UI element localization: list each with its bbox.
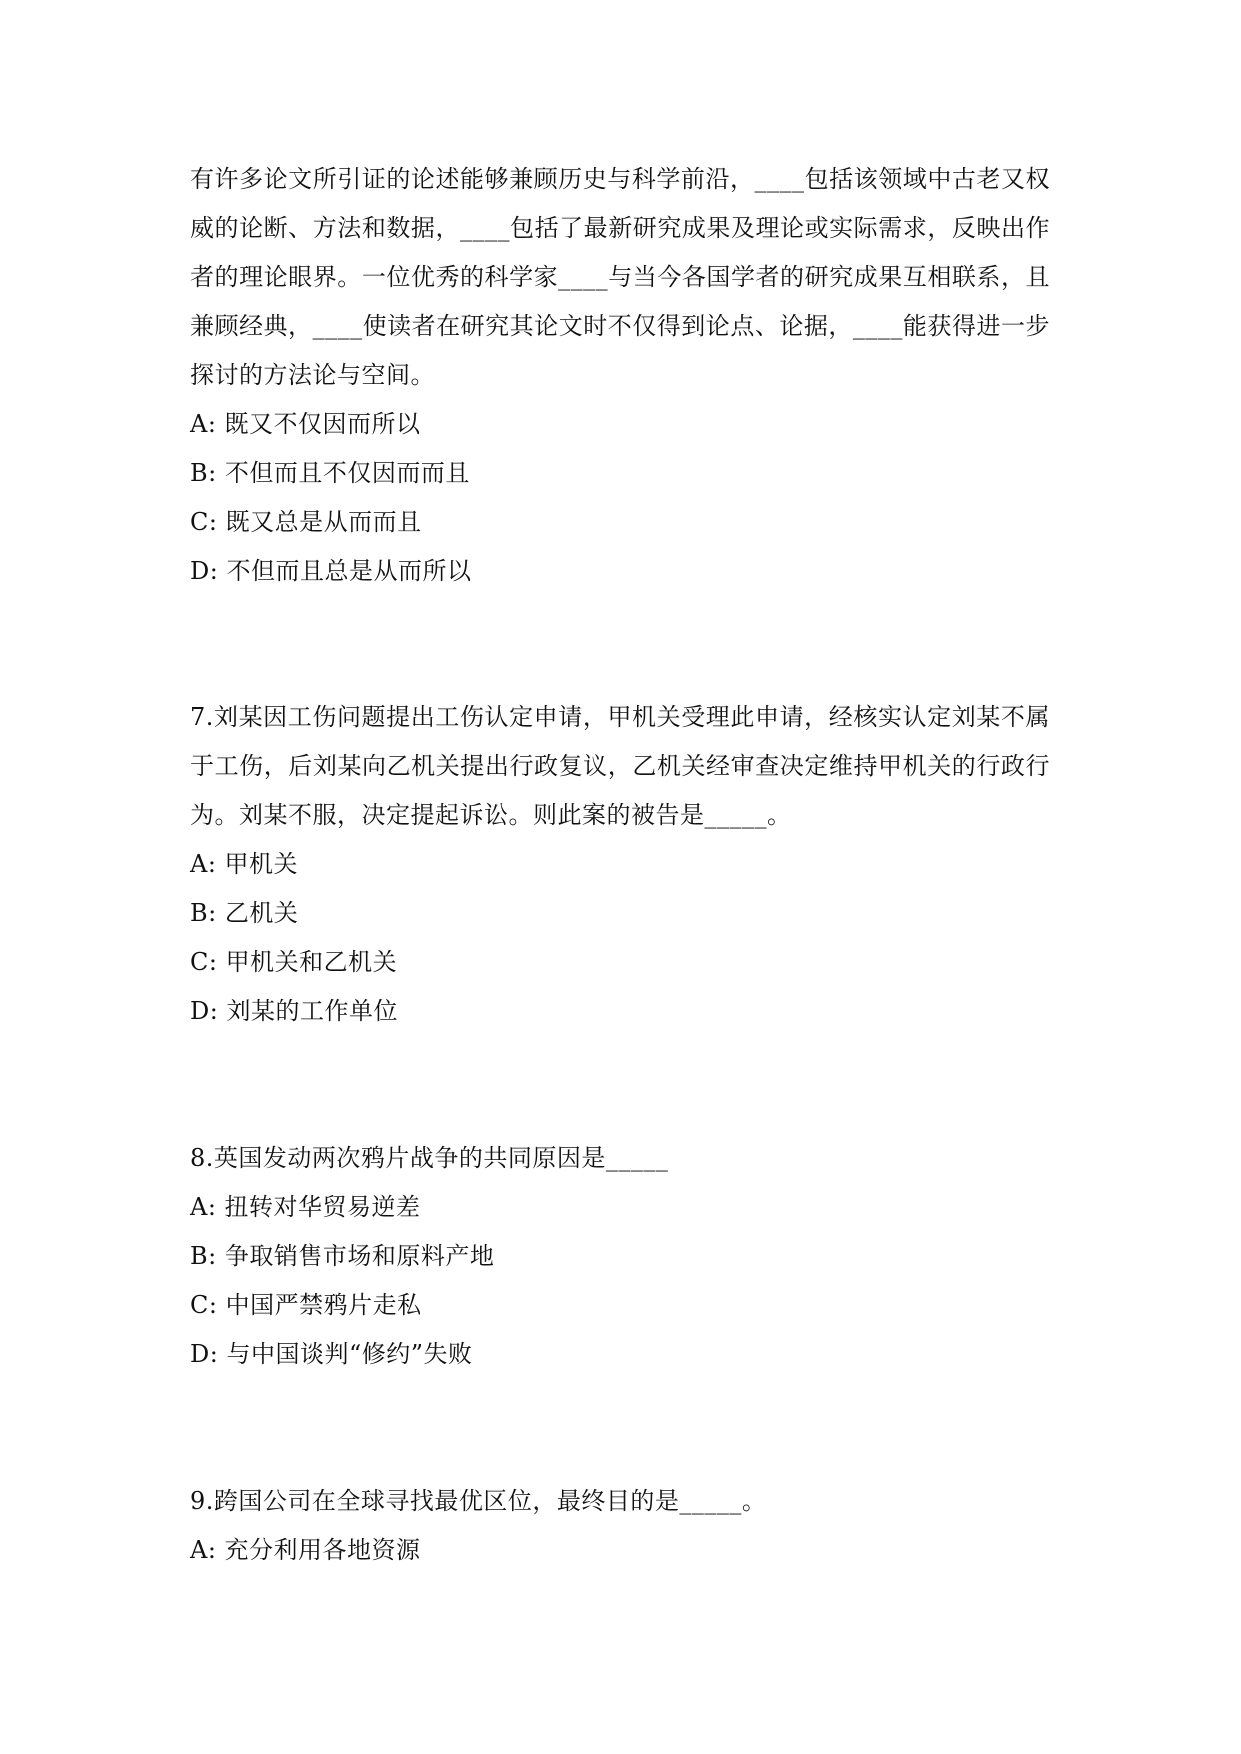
question-text: 7.刘某因工伤问题提出工伤认定申请，甲机关受理此申请，经核实认定刘某不属于工伤，后刘某向乙机关提出行政复议，乙机关经审查决定维持甲机关的行政行为。刘某不服，决定提起诉讼。则此案的被告是_____。	[190, 703, 1050, 829]
question-text: 9.跨国公司在全球寻找最优区位，最终目的是_____。	[190, 1487, 767, 1515]
question-6	[190, 155, 1050, 596]
option-d: D: 刘某的工作单位	[190, 997, 398, 1025]
option-c: C: 既又总是从而而且	[190, 508, 422, 536]
question-9	[190, 1477, 1050, 1575]
question-text: 有许多论文所引证的论述能够兼顾历史与科学前沿，____包括该领域中古老又权威的论断、方法和数据，____包括了最新研究成果及理论或实际需求，反映出作者的理论眼界。一位优秀的科学家____与当今各国学者的研究成果互相联系，且兼顾经典，____使读者在研究其论文时不仅得到论点、论据，____能获得进一步探讨的方法论与空间。	[190, 165, 1050, 389]
option-b: B: 争取销售市场和原料产地	[190, 1242, 495, 1270]
document-page	[190, 155, 1050, 1575]
option-d: D: 与中国谈判“修约”失败	[190, 1340, 473, 1368]
option-d: D: 不但而且总是从而所以	[190, 557, 472, 585]
question-7	[190, 693, 1050, 1036]
question-text: 8.英国发动两次鸦片战争的共同原因是_____	[190, 1144, 669, 1172]
question-8	[190, 1134, 1050, 1379]
option-b: B: 乙机关	[190, 899, 299, 927]
option-a: A: 甲机关	[190, 850, 299, 878]
option-c: C: 中国严禁鸦片走私	[190, 1291, 422, 1319]
option-c: C: 甲机关和乙机关	[190, 948, 398, 976]
option-a: A: 充分利用各地资源	[190, 1536, 421, 1564]
option-b: B: 不但而且不仅因而而且	[190, 459, 470, 487]
option-a: A: 既又不仅因而所以	[190, 410, 421, 438]
option-a: A: 扭转对华贸易逆差	[190, 1193, 421, 1221]
